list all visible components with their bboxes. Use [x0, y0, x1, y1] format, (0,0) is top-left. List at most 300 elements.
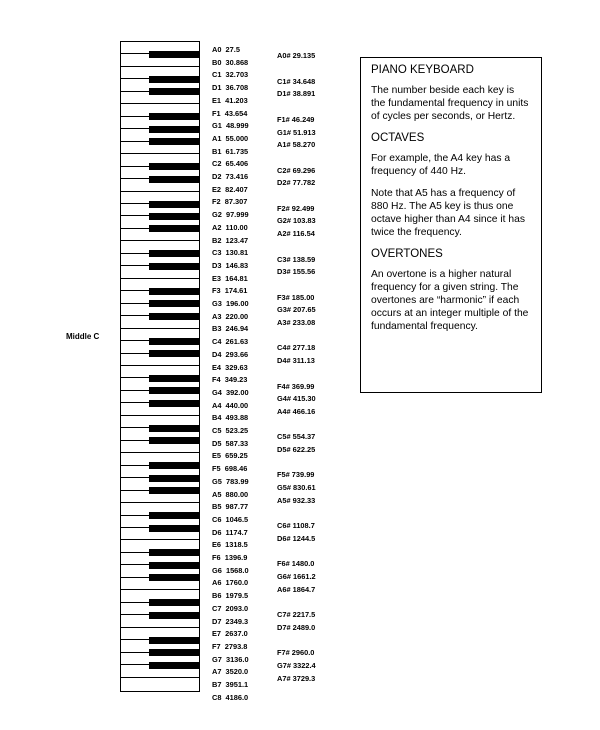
note-name: F4#: [277, 381, 290, 391]
note-frequency: 38.891: [290, 89, 316, 99]
note-frequency: 65.406: [221, 159, 249, 169]
black-key-label: [277, 534, 315, 543]
note-name: A3: [212, 311, 222, 321]
note-name: F4: [212, 375, 221, 385]
note-name: G1: [212, 121, 222, 131]
note-name: C4: [212, 337, 222, 347]
note-frequency: 587.33: [221, 438, 249, 448]
note-name: C3: [212, 248, 222, 258]
black-key-label: [277, 255, 315, 264]
note-frequency: 1979.5: [221, 591, 249, 601]
note-name: A1#: [277, 140, 291, 150]
note-frequency: 1864.7: [290, 584, 316, 594]
note-name: G5: [212, 476, 222, 486]
white-key-label: [212, 159, 248, 168]
white-key-label: [212, 413, 248, 422]
white-key-label: [212, 591, 248, 600]
white-key-label: [212, 274, 248, 283]
octaves-note-text: Note that A5 has a frequency of 880 Hz. The A5 key is thus one octave higher than A4 since it has twice the frequency.: [371, 188, 525, 238]
black-key-a5-sharp: [149, 487, 199, 494]
white-key-label: [212, 477, 249, 486]
note-frequency: 1480.0: [289, 559, 315, 569]
black-key-f7-sharp: [149, 637, 199, 644]
note-name: D4: [212, 349, 222, 359]
black-key-label: [277, 166, 315, 175]
note-name: G4: [212, 387, 222, 397]
black-key-c7-sharp: [149, 599, 199, 606]
note-frequency: 130.81: [221, 248, 249, 258]
black-key-c4-sharp: [149, 338, 199, 345]
black-key-label: [277, 559, 314, 568]
note-frequency: 2489.0: [290, 622, 316, 632]
note-frequency: 29.135: [290, 51, 316, 61]
note-frequency: 2793.8: [220, 641, 248, 651]
note-name: D5#: [277, 445, 291, 455]
note-frequency: 233.08: [290, 318, 316, 328]
black-key-label: [277, 470, 314, 479]
note-name: C7#: [277, 610, 291, 620]
note-frequency: 932.33: [290, 495, 316, 505]
black-key-label: [277, 293, 314, 302]
note-frequency: 987.77: [221, 502, 249, 512]
black-key-label: [277, 115, 314, 124]
black-key-label: [277, 51, 315, 60]
note-name: G2#: [277, 216, 291, 226]
note-frequency: 3322.4: [290, 660, 316, 670]
overtones-heading: OVERTONES: [371, 248, 443, 260]
white-key-label: [212, 147, 248, 156]
note-name: D1: [212, 83, 222, 93]
note-frequency: 138.59: [290, 254, 316, 264]
note-name: F6: [212, 553, 221, 562]
note-name: C3#: [277, 254, 291, 264]
note-frequency: 293.66: [221, 349, 249, 359]
note-frequency: 164.81: [221, 273, 248, 283]
piano-keyboard-heading: PIANO KEYBOARD: [371, 64, 474, 76]
note-name: D7#: [277, 622, 291, 632]
black-key-f3-sharp: [149, 288, 199, 295]
black-key-g1-sharp: [149, 126, 199, 133]
note-name: E1: [212, 95, 222, 105]
black-key-g7-sharp: [149, 649, 199, 656]
black-key-g3-sharp: [149, 300, 199, 307]
note-frequency: 61.735: [221, 146, 249, 156]
note-name: B2: [212, 235, 222, 245]
note-frequency: 440.00: [221, 400, 249, 410]
note-frequency: 1174.7: [221, 527, 248, 537]
black-key-c1-sharp: [149, 76, 199, 83]
octaves-heading: OCTAVES: [371, 132, 425, 144]
note-frequency: 48.999: [221, 121, 249, 131]
black-key-g6-sharp: [149, 562, 199, 569]
note-name: C6: [212, 514, 222, 524]
note-frequency: 4186.0: [221, 692, 249, 702]
note-name: C5: [212, 426, 222, 435]
black-key-d3-sharp: [149, 263, 199, 270]
note-name: G3: [212, 299, 222, 308]
note-frequency: 3951.1: [221, 680, 249, 689]
black-key-label: [277, 343, 315, 352]
note-frequency: 493.88: [221, 413, 249, 423]
note-name: A7: [212, 667, 222, 677]
note-frequency: 523.25: [221, 426, 249, 435]
note-name: D6#: [277, 533, 291, 543]
note-frequency: 659.25: [221, 451, 248, 461]
info-box: [360, 57, 542, 393]
note-name: B0: [212, 57, 222, 67]
white-key-label: [212, 109, 247, 118]
white-key-label: [212, 324, 248, 333]
black-key-c6-sharp: [149, 512, 199, 519]
black-key-label: [277, 623, 315, 632]
black-key-label: [277, 318, 315, 327]
note-name: C7: [212, 603, 222, 613]
note-name: F2: [212, 197, 221, 207]
white-key-label: [212, 197, 247, 206]
note-name: D5: [212, 438, 222, 448]
octaves-example-text: For example, the A4 key has a frequency of 440 Hz.: [371, 153, 511, 177]
note-frequency: 466.16: [290, 406, 316, 416]
white-key-label: [212, 299, 249, 308]
black-key-g2-sharp: [149, 213, 199, 220]
white-key-label: [212, 223, 248, 232]
note-name: C6#: [277, 521, 291, 531]
note-frequency: 77.782: [290, 178, 316, 188]
white-key-label: [212, 261, 248, 270]
black-key-label: [277, 585, 315, 594]
note-frequency: 116.54: [290, 229, 315, 239]
white-key-label: [212, 185, 248, 194]
black-key-label: [277, 305, 316, 314]
white-key-label: [212, 540, 248, 549]
note-frequency: 880.00: [221, 489, 249, 499]
note-name: F3#: [277, 292, 290, 302]
white-key-label: [212, 426, 248, 435]
note-frequency: 3520.0: [221, 667, 249, 677]
note-frequency: 69.296: [290, 165, 316, 175]
note-frequency: 2349.3: [221, 616, 249, 626]
note-name: A0: [212, 45, 222, 54]
black-key-label: [277, 89, 315, 98]
note-name: G3#: [277, 305, 291, 315]
note-name: G1#: [277, 127, 291, 137]
white-key-label: [212, 578, 248, 587]
note-frequency: 261.63: [221, 337, 249, 347]
note-frequency: 55.000: [221, 133, 249, 143]
black-key-g4-sharp: [149, 387, 199, 394]
white-key-label: [212, 83, 248, 92]
note-name: G6: [212, 565, 222, 575]
note-name: B4: [212, 413, 222, 423]
note-frequency: 392.00: [221, 387, 249, 397]
white-key-label: [212, 350, 248, 359]
note-frequency: 349.23: [220, 375, 248, 385]
black-key-a2-sharp: [149, 225, 199, 232]
black-key-f6-sharp: [149, 549, 199, 556]
note-name: B5: [212, 502, 222, 512]
note-name: A6: [212, 578, 222, 588]
black-key-label: [277, 77, 315, 86]
black-key-label: [277, 216, 316, 225]
note-frequency: 311.13: [290, 356, 315, 366]
black-key-g5-sharp: [149, 475, 199, 482]
white-key-label: [212, 375, 247, 384]
black-key-label: [277, 140, 315, 149]
note-frequency: 146.83: [221, 260, 249, 270]
white-key-label: [212, 312, 248, 321]
note-frequency: 36.708: [221, 83, 249, 93]
note-name: C1: [212, 70, 222, 80]
note-frequency: 1318.5: [221, 540, 248, 550]
black-key-a7-sharp: [149, 662, 199, 669]
black-key-a6-sharp: [149, 574, 199, 581]
note-name: A4#: [277, 406, 291, 416]
note-name: A0#: [277, 51, 291, 61]
note-name: B7: [212, 680, 222, 689]
white-key-label: [212, 642, 247, 651]
note-name: F3: [212, 286, 221, 296]
note-frequency: 698.46: [220, 464, 248, 474]
note-name: A5: [212, 489, 222, 499]
black-key-d1-sharp: [149, 88, 199, 95]
note-name: F2#: [277, 203, 290, 213]
black-key-c3-sharp: [149, 250, 199, 257]
white-key-label: [212, 70, 248, 79]
black-key-d2-sharp: [149, 176, 199, 183]
note-name: B3: [212, 324, 222, 334]
note-frequency: 87.307: [220, 197, 248, 207]
note-name: C8: [212, 692, 222, 702]
note-frequency: 739.99: [289, 470, 315, 480]
black-key-label: [277, 128, 316, 137]
white-key-label: [212, 667, 248, 676]
black-key-label: [277, 356, 315, 365]
note-frequency: 3729.3: [290, 673, 316, 683]
black-key-label: [277, 661, 316, 670]
note-frequency: 110.00: [221, 222, 248, 232]
white-key-label: [212, 363, 248, 372]
white-key-label: [212, 604, 248, 613]
piano-keyboard-text: The number beside each key is the fundamental frequency in units of cycles per seconds, or Hertz.: [371, 85, 529, 122]
black-key-label: [277, 267, 315, 276]
white-key-label: [212, 96, 248, 105]
note-name: G6#: [277, 572, 291, 582]
black-key-f5-sharp: [149, 462, 199, 469]
middle-c-label: Middle C: [66, 332, 100, 341]
note-frequency: 73.416: [221, 172, 249, 181]
note-name: D3#: [277, 267, 291, 277]
black-key-c2-sharp: [149, 163, 199, 170]
white-key-label: [212, 58, 248, 67]
note-frequency: 51.913: [290, 127, 316, 137]
black-key-a1-sharp: [149, 138, 199, 145]
note-name: B6: [212, 591, 222, 601]
white-key-label: [212, 464, 247, 473]
black-key-label: [277, 204, 314, 213]
note-name: E7: [212, 629, 222, 639]
note-frequency: 58.270: [290, 140, 316, 150]
note-name: E4: [212, 362, 222, 372]
white-key-label: [212, 451, 248, 460]
white-key-label: [212, 134, 248, 143]
black-key-a3-sharp: [149, 313, 199, 320]
note-frequency: 783.99: [221, 476, 249, 486]
black-key-label: [277, 610, 315, 619]
note-frequency: 277.18: [290, 343, 316, 353]
note-name: D1#: [277, 89, 291, 99]
note-name: F1#: [277, 114, 290, 124]
note-name: A1: [212, 133, 222, 143]
note-frequency: 1760.0: [221, 578, 249, 588]
note-frequency: 1244.5: [290, 533, 316, 543]
note-name: G7#: [277, 660, 291, 670]
note-frequency: 1661.2: [290, 572, 316, 582]
note-frequency: 2960.0: [289, 648, 315, 658]
note-name: F6#: [277, 559, 290, 569]
note-name: E5: [212, 451, 222, 461]
white-key-label: [212, 693, 248, 702]
note-name: A5#: [277, 495, 291, 505]
note-frequency: 415.30: [290, 394, 316, 404]
black-key-d7-sharp: [149, 612, 199, 619]
note-frequency: 369.99: [289, 381, 315, 391]
white-key-label: [212, 172, 248, 181]
note-name: C2: [212, 159, 222, 169]
note-name: D7: [212, 616, 222, 626]
note-name: F5: [212, 464, 221, 474]
note-name: A6#: [277, 584, 291, 594]
note-name: D2#: [277, 178, 291, 188]
note-name: E3: [212, 273, 222, 283]
note-frequency: 155.56: [290, 267, 316, 277]
note-frequency: 1108.7: [290, 521, 315, 531]
white-key-label: [212, 490, 248, 499]
black-key-label: [277, 178, 315, 187]
white-key-label: [212, 236, 248, 245]
note-name: C4#: [277, 343, 291, 353]
note-frequency: 207.65: [290, 305, 316, 315]
note-name: C1#: [277, 76, 291, 86]
note-frequency: 830.61: [290, 483, 316, 493]
note-frequency: 185.00: [289, 292, 315, 302]
black-key-label: [277, 496, 315, 505]
white-key-label: [212, 566, 249, 575]
note-name: E2: [212, 184, 222, 194]
note-frequency: 43.654: [220, 108, 248, 118]
white-key-label: [212, 45, 240, 54]
note-frequency: 92.499: [289, 203, 315, 213]
piano-keyboard: [120, 41, 200, 692]
white-key-label: [212, 655, 249, 664]
note-name: C5#: [277, 432, 291, 442]
note-name: D4#: [277, 356, 291, 366]
note-name: G4#: [277, 394, 291, 404]
note-frequency: 27.5: [221, 45, 240, 54]
black-key-c5-sharp: [149, 425, 199, 432]
note-name: B1: [212, 146, 222, 156]
note-frequency: 1396.9: [220, 553, 248, 562]
black-key-d5-sharp: [149, 437, 199, 444]
white-key-label: [212, 629, 248, 638]
note-frequency: 554.37: [290, 432, 316, 442]
note-frequency: 196.00: [221, 299, 249, 308]
black-key-label: [277, 229, 315, 238]
black-key-f4-sharp: [149, 375, 199, 382]
note-name: A2: [212, 222, 222, 232]
white-key-label: [212, 502, 248, 511]
note-frequency: 97.999: [221, 210, 249, 220]
white-key-label: [212, 210, 249, 219]
note-frequency: 2637.0: [221, 629, 248, 639]
note-frequency: 46.249: [289, 114, 315, 124]
note-frequency: 220.00: [221, 311, 249, 321]
note-name: F5#: [277, 470, 290, 480]
note-frequency: 622.25: [290, 445, 316, 455]
black-key-d4-sharp: [149, 350, 199, 357]
white-key-label: [212, 528, 248, 537]
note-frequency: 123.47: [221, 235, 249, 245]
note-frequency: 3136.0: [221, 654, 249, 664]
note-frequency: 30.868: [221, 57, 249, 67]
note-name: F7: [212, 641, 221, 651]
white-key-label: [212, 286, 247, 295]
note-name: E6: [212, 540, 222, 550]
white-key-label: [212, 439, 248, 448]
note-name: A2#: [277, 229, 291, 239]
black-key-f2-sharp: [149, 201, 199, 208]
note-frequency: 82.407: [221, 184, 248, 194]
black-key-a4-sharp: [149, 400, 199, 407]
black-key-label: [277, 572, 316, 581]
note-name: F7#: [277, 648, 290, 658]
note-frequency: 41.203: [221, 95, 248, 105]
black-key-f1-sharp: [149, 113, 199, 120]
overtones-text: An overtone is a higher natural frequency for a given string. The overtones are “harmonic” if each occurs at an integer multiple of the fundamental frequency.: [371, 269, 529, 332]
note-name: G5#: [277, 483, 291, 493]
note-frequency: 32.703: [221, 70, 249, 80]
black-key-label: [277, 432, 315, 441]
note-name: A3#: [277, 318, 291, 328]
note-frequency: 2217.5: [290, 610, 316, 620]
black-key-label: [277, 674, 315, 683]
white-key-label: [212, 337, 248, 346]
black-key-d6-sharp: [149, 525, 199, 532]
black-key-label: [277, 407, 315, 416]
white-key-label: [212, 121, 249, 130]
note-frequency: 246.94: [221, 324, 249, 334]
note-name: D6: [212, 527, 222, 537]
note-frequency: 34.648: [290, 76, 316, 86]
black-key-label: [277, 394, 316, 403]
white-key-label: [212, 515, 248, 524]
note-name: D3: [212, 260, 222, 270]
white-key-label: [212, 617, 248, 626]
black-key-label: [277, 483, 316, 492]
black-key-label: [277, 521, 315, 530]
white-key-c8: [121, 678, 199, 690]
note-name: F1: [212, 108, 221, 118]
note-frequency: 329.63: [221, 362, 248, 372]
white-key-label: [212, 388, 249, 397]
black-key-a0-sharp: [149, 51, 199, 58]
white-key-label: [212, 248, 248, 257]
note-frequency: 174.61: [220, 286, 248, 296]
note-name: A4: [212, 400, 222, 410]
white-key-label: [212, 680, 248, 689]
note-name: C2#: [277, 165, 291, 175]
note-frequency: 103.83: [290, 216, 316, 226]
note-frequency: 1046.5: [221, 514, 249, 524]
